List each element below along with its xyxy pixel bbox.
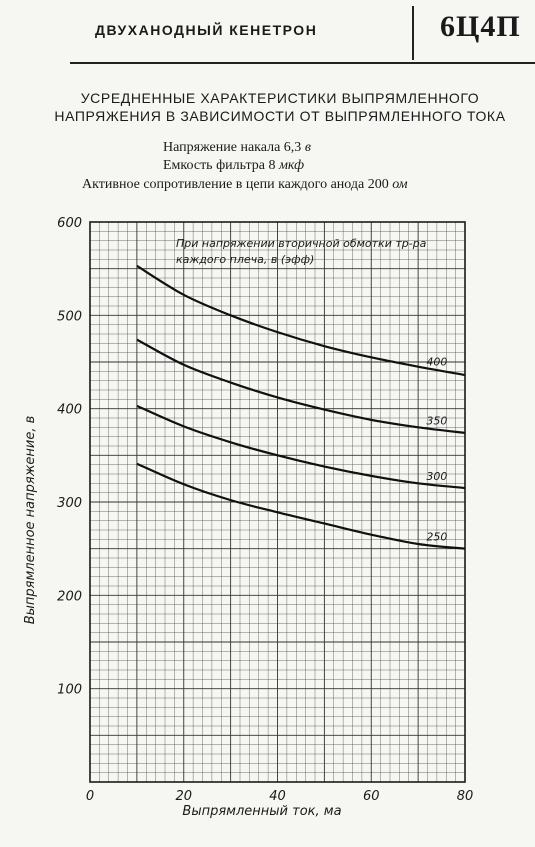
y-tick-label: 400 — [57, 402, 82, 418]
y-tick-label: 100 — [57, 682, 82, 698]
curve-300 — [137, 406, 465, 488]
header-title: ДВУХАНОДНЫЙ КЕНЕТРОН — [95, 22, 318, 38]
condition-text: Активное сопротивление в цепи каждого анода 200 — [82, 177, 389, 192]
curve-label-400: 400 — [426, 355, 448, 369]
condition-text: Напряжение накала 6,3 — [163, 140, 302, 155]
x-tick-label: 60 — [362, 789, 380, 804]
x-axis-label: Выпрямленный ток, ма — [182, 804, 342, 819]
x-tick-label: 20 — [175, 789, 193, 804]
tube-code: 6Ц4П — [440, 10, 521, 43]
curve-label-300: 300 — [426, 469, 448, 483]
subtitle-line-2: НАПРЯЖЕНИЯ В ЗАВИСИМОСТИ ОТ ВЫПРЯМЛЕННОГО ТОКА — [54, 108, 506, 124]
condition-unit: в — [304, 140, 311, 155]
curve-250 — [137, 464, 465, 549]
y-tick-label: 200 — [57, 589, 82, 605]
x-tick-label: 0 — [85, 789, 95, 804]
legend — [176, 237, 427, 266]
condition-unit: ом — [392, 177, 408, 192]
subtitle-line-1: УСРЕДНЕННЫЕ ХАРАКТЕРИСТИКИ ВЫПРЯМЛЕННОГО — [80, 90, 480, 106]
condition-unit: мкф — [278, 158, 305, 173]
curve-400 — [137, 266, 465, 375]
y-tick-label: 500 — [57, 309, 82, 325]
curve-label-350: 350 — [426, 414, 448, 428]
condition-text: Емкость фильтра 8 — [163, 158, 276, 173]
curve-label-250: 250 — [426, 530, 448, 544]
legend-title-line-2: каждого плеча, в (эфф) — [176, 253, 315, 266]
x-tick-label: 40 — [269, 789, 286, 804]
y-tick-label: 600 — [57, 216, 82, 231]
legend-title-line-1: При напряжении вторичной обмотки тр-ра — [176, 237, 427, 250]
curve-350 — [137, 340, 465, 433]
y-tick-label: 300 — [57, 496, 82, 511]
curves — [137, 266, 465, 549]
x-tick-label: 80 — [456, 789, 474, 804]
y-axis-label: Выпрямленное напряжение, в — [23, 415, 38, 625]
